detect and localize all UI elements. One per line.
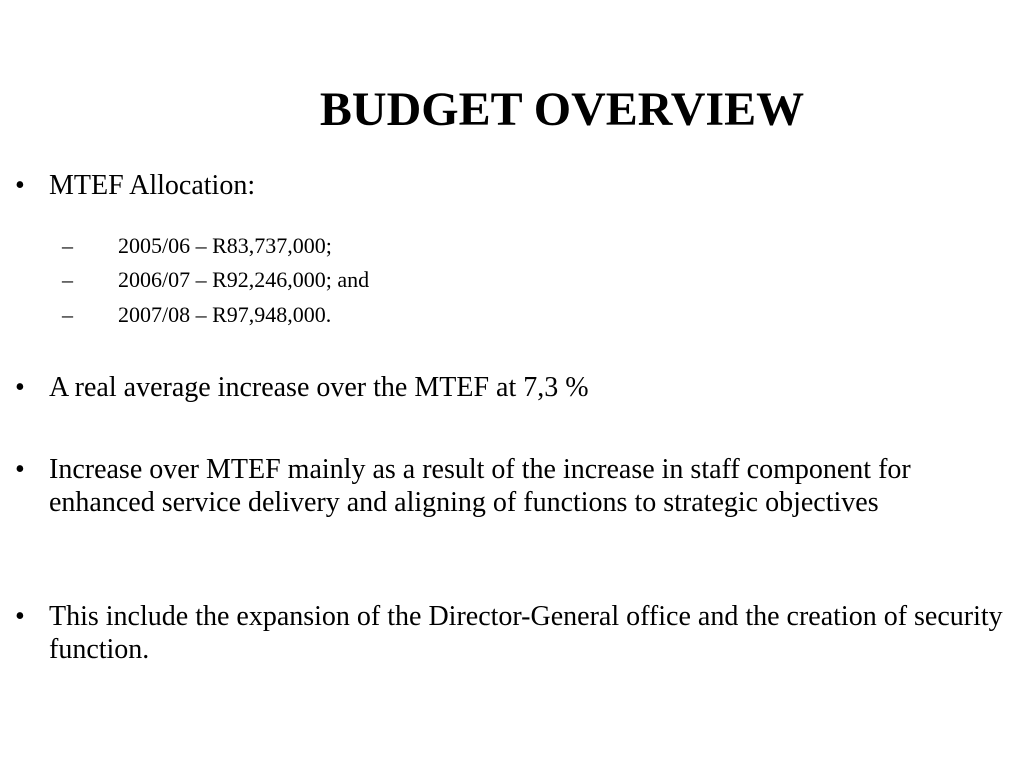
bullet-point-icon: •: [15, 170, 25, 201]
allocation-text: 2007/08 – R97,948,000.: [118, 302, 332, 327]
dash-icon: –: [62, 302, 73, 327]
bullet-expansion: [15, 600, 1005, 666]
allocation-item-2006-07: [62, 267, 369, 293]
bullet-text: MTEF Allocation:: [49, 170, 256, 201]
bullet-point-icon: •: [15, 372, 25, 403]
bullet-mtef-allocation: [15, 169, 1005, 202]
bullet-text: Increase over MTEF mainly as a result of the increase in staff component for enhanced service delivery and aligning of functions to strategic objectives: [49, 454, 911, 518]
bullet-point-icon: •: [15, 601, 25, 632]
bullet-point-icon: •: [15, 454, 25, 485]
bullet-increase-reason: [15, 453, 1005, 519]
allocation-text: 2006/07 – R92,246,000; and: [118, 267, 370, 292]
bullet-text: A real average increase over the MTEF at 7,3 %: [49, 372, 589, 403]
allocation-item-2007-08: [62, 302, 331, 328]
allocation-item-2005-06: [62, 233, 332, 259]
allocation-text: 2005/06 – R83,737,000;: [118, 233, 332, 258]
bullet-text: This include the expansion of the Director-General office and the creation of security function.: [49, 601, 1003, 665]
slide-title: BUDGET OVERVIEW: [319, 83, 805, 136]
dash-icon: –: [62, 233, 73, 258]
bullet-real-average-increase: [15, 371, 1005, 404]
dash-icon: –: [62, 267, 73, 292]
